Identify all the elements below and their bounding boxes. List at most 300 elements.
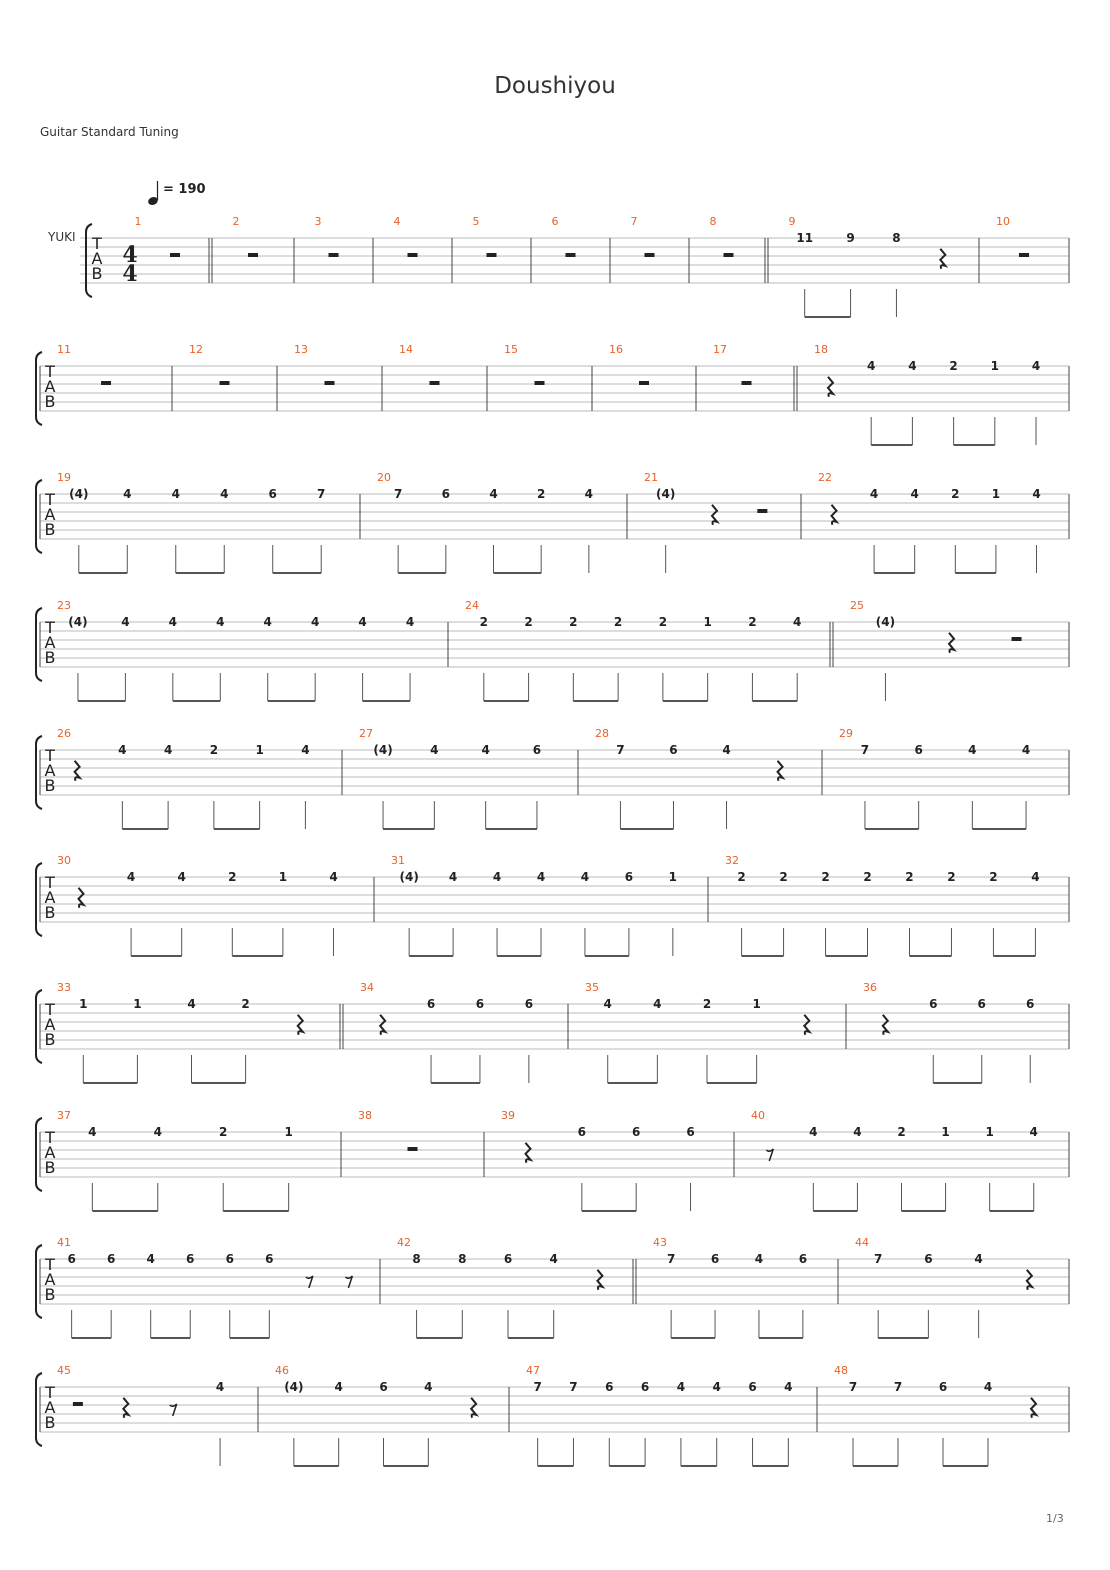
fret-number: 4 <box>430 743 439 757</box>
fret-number: 2 <box>613 615 623 629</box>
quarter-rest <box>123 1398 128 1418</box>
half-rest <box>724 253 734 257</box>
fret-number: 1 <box>752 997 761 1011</box>
half-rest <box>535 381 545 385</box>
fret-number: 6 <box>379 1380 388 1394</box>
measure-number: 46 <box>275 1364 289 1377</box>
fret-number: 2 <box>897 1125 906 1139</box>
measure <box>315 215 339 257</box>
quarter-rest <box>940 249 945 269</box>
fret-number: 4 <box>676 1380 686 1394</box>
measure-number: 18 <box>814 343 828 356</box>
fret-number: 4 <box>712 1380 721 1394</box>
tab-letter: B <box>44 1158 56 1177</box>
fret-number: 4 <box>1031 359 1041 373</box>
measure <box>839 727 1030 829</box>
measure-number: 10 <box>996 215 1010 228</box>
system-bracket <box>36 1373 42 1446</box>
fret-number: 4 <box>603 997 612 1011</box>
fret-number: 4 <box>1031 870 1040 884</box>
half-rest <box>220 381 230 385</box>
fret-number: 4 <box>867 359 876 373</box>
measure <box>275 1364 476 1466</box>
measure <box>850 599 1022 701</box>
fret-number: 6 <box>640 1380 650 1394</box>
tab-letter: A <box>44 761 56 780</box>
measure-number: 28 <box>595 727 609 740</box>
fret-number: 4 <box>187 997 196 1011</box>
fret-number: 2 <box>989 870 998 884</box>
measure <box>644 471 767 573</box>
fret-number: 2 <box>947 870 956 884</box>
fret-number: 4 <box>216 615 225 629</box>
measure <box>57 343 111 385</box>
fret-number: 6 <box>67 1252 76 1266</box>
fret-number: 2 <box>479 615 488 629</box>
fret-number: 4 <box>405 615 415 629</box>
fret-number: 4 <box>809 1125 818 1139</box>
fret-number: 2 <box>209 743 219 757</box>
system-bracket <box>36 1245 42 1318</box>
staff-row <box>36 471 1069 573</box>
fret-number: 4 <box>983 1380 993 1394</box>
fret-number: 4 <box>1021 743 1031 757</box>
half-rest <box>645 253 655 257</box>
fret-number: 1 <box>79 997 88 1011</box>
fret-number: 2 <box>228 870 237 884</box>
measure-number: 22 <box>818 471 832 484</box>
fret-number: 4 <box>549 1252 558 1266</box>
fret-number: 6 <box>577 1125 587 1139</box>
measure <box>814 343 1040 445</box>
fret-number: 4 <box>153 1125 162 1139</box>
fret-number: 7 <box>848 1380 858 1394</box>
measure <box>863 981 1034 1083</box>
measure-number: 37 <box>57 1109 71 1122</box>
measure-number: 26 <box>57 727 71 740</box>
measure <box>465 599 801 701</box>
fret-number: 6 <box>441 487 451 501</box>
fret-number: 4 <box>88 1125 97 1139</box>
fret-number: 4 <box>968 743 977 757</box>
fret-number: 1 <box>941 1125 950 1139</box>
fret-number: 6 <box>524 997 534 1011</box>
measure-number: 8 <box>709 215 717 228</box>
fret-number: 4 <box>481 743 490 757</box>
staff-row <box>36 981 1069 1083</box>
quarter-rest <box>525 1143 530 1163</box>
measure <box>751 1109 1038 1211</box>
fret-number: 4 <box>171 487 180 501</box>
system-bracket <box>36 990 42 1063</box>
measure-number: 21 <box>644 471 658 484</box>
quarter-rest <box>380 1015 385 1035</box>
measure <box>725 854 1040 956</box>
tab-letter: A <box>44 633 56 652</box>
measure-number: 20 <box>377 471 391 484</box>
fret-number: (4) <box>875 615 896 629</box>
tab-letter: T <box>45 1128 55 1147</box>
quarter-rest <box>883 1015 888 1035</box>
measure <box>501 1109 695 1211</box>
fret-number: 4 <box>301 743 310 757</box>
measure-number: 11 <box>57 343 71 356</box>
time-signature-top: 4 <box>122 242 138 268</box>
quarter-rest <box>1027 1270 1032 1290</box>
half-rest <box>487 253 497 257</box>
fret-number: 1 <box>991 487 1001 501</box>
fret-number: 2 <box>779 870 788 884</box>
measure-number: 16 <box>609 343 623 356</box>
fret-number: 4 <box>722 743 731 757</box>
measure-number: 27 <box>359 727 373 740</box>
fret-number: 6 <box>605 1380 614 1394</box>
fret-number: 7 <box>666 1252 676 1266</box>
measure-number: 7 <box>630 215 638 228</box>
measure <box>358 1109 418 1151</box>
staff-row <box>36 727 1069 829</box>
fret-number: 8 <box>412 1252 421 1266</box>
fret-number: 4 <box>448 870 458 884</box>
half-rest <box>73 1402 83 1406</box>
measure-number: 1 <box>134 215 142 228</box>
tab-letter: A <box>44 1398 56 1417</box>
measure <box>473 215 497 257</box>
fret-number: 1 <box>985 1125 994 1139</box>
fret-number: 6 <box>914 743 923 757</box>
fret-number: 6 <box>186 1252 195 1266</box>
fret-number: 4 <box>424 1380 433 1394</box>
measure-number: 31 <box>391 854 405 867</box>
fret-number: 6 <box>686 1125 695 1139</box>
quarter-rest <box>597 1270 602 1290</box>
measure <box>135 215 181 257</box>
fret-number: 9 <box>846 231 855 245</box>
measure-number: 25 <box>850 599 864 612</box>
measure-number: 12 <box>189 343 203 356</box>
fret-number: 4 <box>910 487 919 501</box>
tab-letter: B <box>44 1285 56 1304</box>
measure <box>57 981 303 1083</box>
quarter-rest <box>1031 1398 1036 1418</box>
fret-number: 6 <box>106 1252 116 1266</box>
staff-row <box>36 343 1069 445</box>
measure <box>57 727 310 829</box>
measure <box>57 599 414 701</box>
measure-number: 13 <box>294 343 308 356</box>
half-rest <box>101 381 111 385</box>
measure-number: 42 <box>397 1236 411 1249</box>
fret-number: 6 <box>225 1252 234 1266</box>
measure-number: 41 <box>57 1236 71 1249</box>
tab-letter: B <box>44 520 56 539</box>
tab-letter: A <box>91 249 103 268</box>
fret-number: 4 <box>263 615 272 629</box>
half-rest <box>325 381 335 385</box>
fret-number: 6 <box>1026 997 1035 1011</box>
tab-letter: B <box>44 648 56 667</box>
staff-row <box>36 1364 1069 1466</box>
measure-number: 39 <box>501 1109 515 1122</box>
fret-number: 7 <box>873 1252 883 1266</box>
half-rest <box>742 381 752 385</box>
fret-number: 6 <box>532 743 542 757</box>
fret-number: 11 <box>796 231 814 245</box>
fret-number: 4 <box>123 487 132 501</box>
half-rest <box>1012 637 1022 641</box>
measure-number: 40 <box>751 1109 765 1122</box>
tab-letter: T <box>45 1000 55 1019</box>
tab-letter: A <box>44 377 56 396</box>
measure <box>57 471 325 573</box>
fret-number: 4 <box>536 870 546 884</box>
quarter-rest <box>949 633 954 653</box>
measure-number: 24 <box>465 599 479 612</box>
measure <box>818 471 1041 573</box>
fret-number: 7 <box>860 743 870 757</box>
fret-number: 4 <box>492 870 502 884</box>
tab-letter: B <box>44 1413 56 1432</box>
fret-number: 4 <box>1032 487 1041 501</box>
fret-number: 6 <box>924 1252 933 1266</box>
staff-row <box>36 854 1069 956</box>
measure <box>294 343 335 385</box>
fret-number: 4 <box>853 1125 862 1139</box>
tab-letter: B <box>44 903 56 922</box>
fret-number: 6 <box>938 1380 948 1394</box>
fret-number: 1 <box>133 997 142 1011</box>
measure <box>57 1236 352 1338</box>
fret-number: 1 <box>668 870 678 884</box>
tab-letter: A <box>44 505 56 524</box>
fret-number: 2 <box>863 870 872 884</box>
measure <box>360 981 533 1083</box>
tab-letter: A <box>44 1270 56 1289</box>
tab-letter: B <box>44 776 56 795</box>
fret-number: 4 <box>1029 1125 1038 1139</box>
fret-number: 4 <box>310 615 320 629</box>
measure-number: 19 <box>57 471 71 484</box>
quarter-rest <box>78 888 83 908</box>
measure <box>585 981 809 1083</box>
half-rest <box>566 253 576 257</box>
fret-number: (4) <box>284 1380 304 1394</box>
fret-number: 6 <box>798 1252 808 1266</box>
fret-number: 4 <box>754 1252 764 1266</box>
half-rest <box>1019 253 1029 257</box>
fret-number: 7 <box>893 1380 903 1394</box>
fret-number: 6 <box>475 997 485 1011</box>
fret-number: (4) <box>69 487 89 501</box>
fret-number: (4) <box>399 870 419 884</box>
tempo-marking <box>147 181 206 206</box>
staff-row <box>36 599 1069 701</box>
fret-number: 7 <box>393 487 403 501</box>
fret-number: 2 <box>569 615 578 629</box>
fret-number: 6 <box>503 1252 513 1266</box>
measure-number: 23 <box>57 599 71 612</box>
quarter-rest <box>828 377 833 397</box>
measure <box>855 1236 1032 1338</box>
tempo-value: = 190 <box>163 182 206 197</box>
quarter-rest <box>471 1398 476 1418</box>
quarter-rest <box>298 1015 303 1035</box>
staff-row <box>36 1236 1069 1338</box>
fret-number: 2 <box>748 615 757 629</box>
fret-number: 8 <box>892 231 901 245</box>
fret-number: (4) <box>656 487 676 501</box>
fret-number: 6 <box>929 997 938 1011</box>
measure <box>710 215 734 257</box>
fret-number: 4 <box>329 870 338 884</box>
tab-letter: A <box>44 1015 56 1034</box>
fret-number: 2 <box>524 615 533 629</box>
fret-number: 4 <box>215 1380 225 1394</box>
system-bracket <box>36 1118 42 1191</box>
measure-number: 34 <box>360 981 374 994</box>
half-rest <box>430 381 440 385</box>
measure-number: 30 <box>57 854 71 867</box>
tab-letter: T <box>45 873 55 892</box>
quarter-rest <box>75 761 80 781</box>
quarter-rest <box>712 505 717 525</box>
fret-number: 1 <box>278 870 288 884</box>
tab-letter: T <box>45 362 55 381</box>
measure-number: 47 <box>526 1364 540 1377</box>
measure-number: 44 <box>855 1236 869 1249</box>
fret-number: 4 <box>220 487 229 501</box>
fret-number: 4 <box>118 743 127 757</box>
fret-number: (4) <box>373 743 393 757</box>
fret-number: 4 <box>653 997 662 1011</box>
fret-number: 6 <box>265 1252 274 1266</box>
fret-number: 4 <box>126 870 136 884</box>
system-bracket <box>36 736 42 809</box>
half-rest <box>248 253 258 257</box>
fret-number: 4 <box>908 359 917 373</box>
measure-number: 35 <box>585 981 599 994</box>
tab-letter: T <box>45 1255 55 1274</box>
measure <box>57 1364 224 1466</box>
measure-number: 15 <box>504 343 518 356</box>
tab-letter: B <box>44 392 56 411</box>
fret-number: 1 <box>703 615 712 629</box>
measure-number: 29 <box>839 727 853 740</box>
half-rest <box>757 509 767 513</box>
measure-number: 45 <box>57 1364 71 1377</box>
measure-number: 14 <box>399 343 413 356</box>
fret-number: 4 <box>974 1252 983 1266</box>
fret-number: 4 <box>163 743 173 757</box>
fret-number: 2 <box>949 359 958 373</box>
measure <box>57 854 338 956</box>
half-rest <box>639 381 649 385</box>
fret-number: 2 <box>821 870 830 884</box>
measure-number: 36 <box>863 981 877 994</box>
tuning-label: Guitar Standard Tuning <box>40 125 179 139</box>
fret-number: 7 <box>533 1380 542 1394</box>
fret-number: 6 <box>631 1125 641 1139</box>
fret-number: 6 <box>669 743 678 757</box>
tab-letter: T <box>45 1383 55 1402</box>
fret-number: 7 <box>569 1380 578 1394</box>
measure-number: 4 <box>393 215 401 228</box>
staff-row <box>80 215 1069 317</box>
fret-number: (4) <box>68 615 88 629</box>
measure <box>359 727 541 829</box>
fret-number: 4 <box>168 615 178 629</box>
system-bracket <box>36 863 42 936</box>
measure <box>57 1109 293 1211</box>
fret-number: 6 <box>710 1252 720 1266</box>
song-title: Doushiyou <box>494 73 616 99</box>
measure <box>526 1364 793 1466</box>
quarter-rest <box>778 761 783 781</box>
measure <box>377 471 593 573</box>
fret-number: 2 <box>702 997 712 1011</box>
measure-number: 32 <box>725 854 739 867</box>
measure <box>631 215 655 257</box>
measure <box>397 1236 602 1338</box>
measure-number: 6 <box>551 215 559 228</box>
measure <box>233 215 259 257</box>
tab-letter: B <box>91 264 103 283</box>
measure-number: 43 <box>653 1236 667 1249</box>
measure <box>834 1364 1036 1466</box>
page-number: 1/3 <box>1046 1512 1064 1525</box>
fret-number: 6 <box>748 1380 757 1394</box>
fret-number: 6 <box>268 487 277 501</box>
fret-number: 4 <box>358 615 367 629</box>
measure <box>552 215 576 257</box>
system-bracket <box>36 480 42 553</box>
fret-number: 4 <box>793 615 802 629</box>
tab-letter: A <box>44 1143 56 1162</box>
measure-number: 3 <box>314 215 322 228</box>
measure-number: 48 <box>834 1364 848 1377</box>
fret-number: 4 <box>584 487 594 501</box>
measure <box>394 215 418 257</box>
fret-number: 4 <box>177 870 186 884</box>
fret-number: 1 <box>255 743 264 757</box>
tab-letter: T <box>45 746 55 765</box>
tab-letter: T <box>45 490 55 509</box>
measure <box>189 343 230 385</box>
measure-number: 9 <box>788 215 796 228</box>
system-bracket <box>36 352 42 425</box>
half-rest <box>170 253 180 257</box>
tab-letter: T <box>45 618 55 637</box>
fret-number: 6 <box>624 870 634 884</box>
half-rest <box>329 253 339 257</box>
fret-number: 2 <box>241 997 250 1011</box>
tab-letter: T <box>92 234 102 253</box>
fret-number: 7 <box>616 743 625 757</box>
fret-number: 4 <box>121 615 130 629</box>
measure <box>653 1236 807 1338</box>
fret-number: 4 <box>334 1380 343 1394</box>
measure <box>504 343 545 385</box>
fret-number: 4 <box>489 487 498 501</box>
measure <box>996 215 1029 257</box>
fret-number: 4 <box>580 870 590 884</box>
measure <box>609 343 649 385</box>
half-rest <box>408 1147 418 1151</box>
fret-number: 2 <box>536 487 546 501</box>
half-rest <box>408 253 418 257</box>
time-signature-bottom: 4 <box>122 261 138 287</box>
fret-number: 2 <box>905 870 914 884</box>
